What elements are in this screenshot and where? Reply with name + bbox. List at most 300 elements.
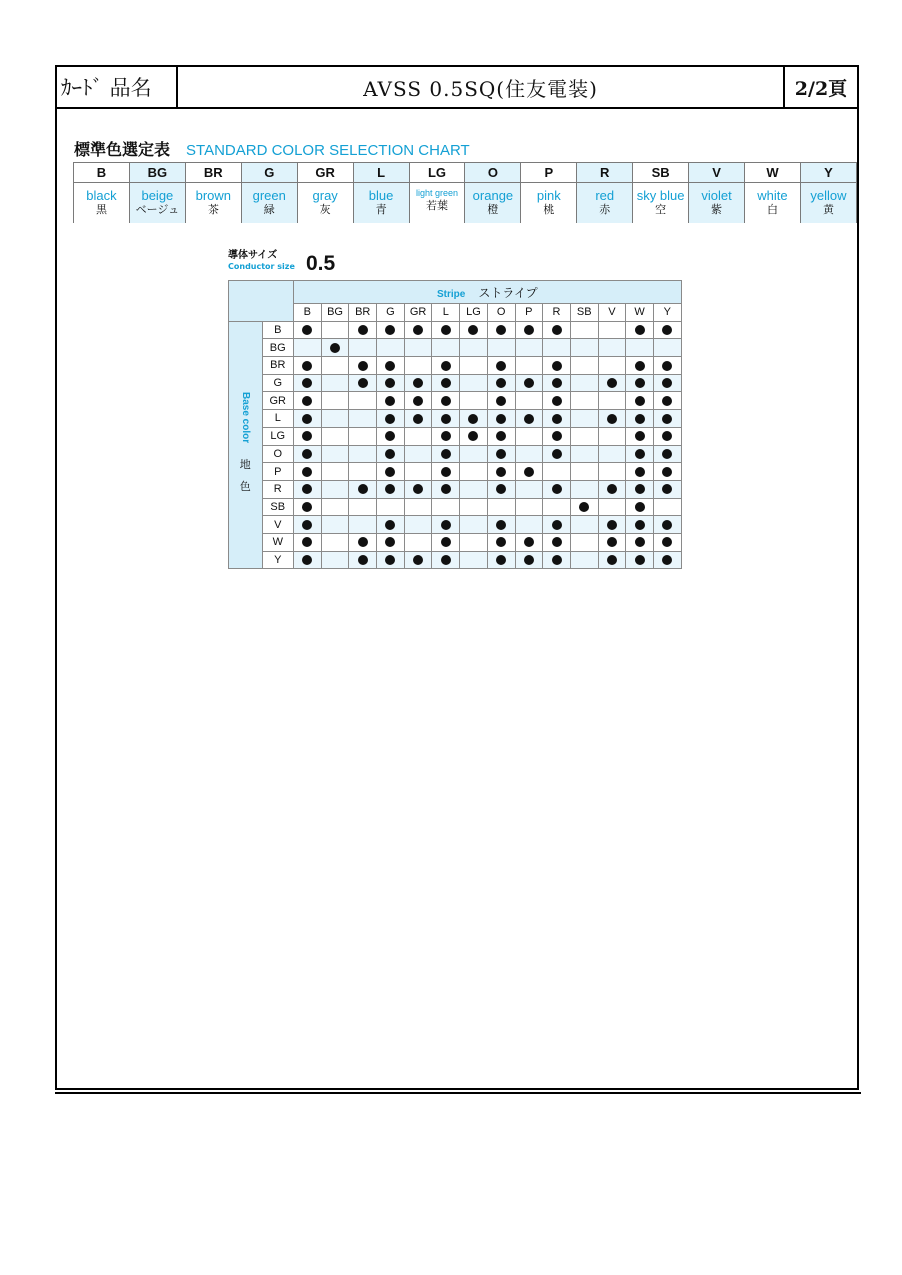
available-dot-icon — [552, 361, 562, 371]
legend-name-en: beige — [141, 188, 174, 203]
matrix-cell — [404, 357, 432, 375]
frame-bottom-line — [55, 1092, 861, 1094]
base-color-row-label: V — [262, 516, 293, 534]
matrix-cell — [543, 516, 571, 534]
available-dot-icon — [552, 414, 562, 424]
matrix-cell — [598, 498, 626, 516]
matrix-cell — [487, 410, 515, 428]
matrix-cell — [570, 410, 598, 428]
matrix-row — [229, 551, 682, 569]
available-dot-icon — [635, 325, 645, 335]
legend-code: SB — [633, 163, 689, 183]
available-dot-icon — [552, 396, 562, 406]
available-dot-icon — [385, 361, 395, 371]
matrix-cell — [543, 339, 571, 357]
available-dot-icon — [662, 484, 672, 494]
matrix-cell — [404, 445, 432, 463]
available-dot-icon — [496, 467, 506, 477]
matrix-cell — [570, 516, 598, 534]
product-name: AVSS 0.5SQ(住友電装) — [363, 76, 598, 101]
available-dot-icon — [441, 520, 451, 530]
base-label-jp: 地 色 — [239, 459, 251, 494]
matrix-cell — [294, 339, 322, 357]
legend-name-jp: 黒 — [95, 204, 107, 216]
matrix-cell — [377, 357, 405, 375]
base-color-row-label: BG — [262, 339, 293, 357]
available-dot-icon — [385, 449, 395, 459]
matrix-cell — [294, 321, 322, 339]
legend-name — [129, 183, 185, 224]
matrix-cell — [626, 427, 654, 445]
legend-name-jp: 黄 — [822, 204, 834, 216]
available-dot-icon — [496, 537, 506, 547]
matrix-cell — [515, 498, 543, 516]
available-dot-icon — [385, 520, 395, 530]
matrix-cell — [377, 321, 405, 339]
legend-name — [800, 183, 856, 224]
available-dot-icon — [385, 396, 395, 406]
matrix-cell — [432, 551, 460, 569]
matrix-cell — [460, 445, 488, 463]
legend-code: V — [689, 163, 745, 183]
stripe-column-header: BG — [321, 304, 349, 322]
matrix-cell — [432, 498, 460, 516]
matrix-cell — [543, 427, 571, 445]
matrix-cell — [543, 410, 571, 428]
matrix-cell — [294, 357, 322, 375]
available-dot-icon — [662, 520, 672, 530]
matrix-cell — [377, 480, 405, 498]
matrix-cell — [294, 498, 322, 516]
available-dot-icon — [662, 378, 672, 388]
available-dot-icon — [385, 414, 395, 424]
available-dot-icon — [496, 325, 506, 335]
matrix-cell — [543, 463, 571, 481]
available-dot-icon — [662, 414, 672, 424]
available-dot-icon — [662, 555, 672, 565]
chart-title-en: STANDARD COLOR SELECTION CHART — [186, 142, 470, 159]
available-dot-icon — [385, 325, 395, 335]
matrix-cell — [515, 551, 543, 569]
matrix-cell — [321, 533, 349, 551]
stripe-column-header: G — [377, 304, 405, 322]
matrix-cell — [653, 357, 681, 375]
matrix-cell — [626, 374, 654, 392]
matrix-cell — [404, 498, 432, 516]
matrix-cell — [653, 463, 681, 481]
available-dot-icon — [635, 555, 645, 565]
matrix-cell — [626, 410, 654, 428]
base-color-row-label: B — [262, 321, 293, 339]
stripe-label-en: Stripe — [436, 288, 466, 300]
available-dot-icon — [358, 555, 368, 565]
available-dot-icon — [441, 325, 451, 335]
matrix-cell — [321, 427, 349, 445]
matrix-cell — [321, 498, 349, 516]
matrix-cell — [626, 445, 654, 463]
legend-name-en: violet — [701, 188, 732, 203]
matrix-cell — [626, 339, 654, 357]
stripe-header — [294, 281, 682, 304]
available-dot-icon — [385, 431, 395, 441]
matrix-cell — [487, 463, 515, 481]
matrix-cell — [294, 551, 322, 569]
legend-name-en: pink — [536, 188, 561, 203]
matrix-cell — [377, 427, 405, 445]
legend-code: Y — [800, 163, 856, 183]
available-dot-icon — [385, 555, 395, 565]
matrix-cell — [515, 321, 543, 339]
available-dot-icon — [302, 325, 312, 335]
matrix-cell — [626, 533, 654, 551]
legend-name — [353, 183, 409, 224]
matrix-row — [229, 463, 682, 481]
stripe-column-header: W — [626, 304, 654, 322]
matrix-cell — [349, 551, 377, 569]
available-dot-icon — [413, 396, 423, 406]
chart-title — [74, 137, 470, 160]
matrix-cell — [432, 463, 460, 481]
matrix-cell — [349, 427, 377, 445]
available-dot-icon — [385, 537, 395, 547]
matrix-cell — [460, 339, 488, 357]
legend-name-jp: 空 — [655, 204, 667, 216]
matrix-cell — [626, 480, 654, 498]
matrix-cell — [321, 339, 349, 357]
matrix-cell — [515, 427, 543, 445]
legend-code: G — [241, 163, 297, 183]
available-dot-icon — [496, 431, 506, 441]
base-color-row-label: GR — [262, 392, 293, 410]
available-dot-icon — [662, 449, 672, 459]
stripe-column-header: V — [598, 304, 626, 322]
base-label-en: Base color — [239, 391, 251, 444]
available-dot-icon — [441, 396, 451, 406]
available-dot-icon — [524, 325, 534, 335]
matrix-cell — [487, 533, 515, 551]
matrix-cell — [321, 357, 349, 375]
matrix-cell — [460, 516, 488, 534]
matrix-cell — [515, 480, 543, 498]
matrix-cell — [349, 516, 377, 534]
matrix-row — [229, 392, 682, 410]
available-dot-icon — [662, 431, 672, 441]
stripe-column-header: LG — [460, 304, 488, 322]
matrix-cell — [653, 392, 681, 410]
matrix-cell — [626, 551, 654, 569]
legend-name — [74, 183, 130, 224]
matrix-cell — [515, 374, 543, 392]
matrix-cell — [570, 445, 598, 463]
base-color-row-label: P — [262, 463, 293, 481]
matrix-cell — [321, 392, 349, 410]
legend-name — [521, 183, 577, 224]
available-dot-icon — [552, 537, 562, 547]
matrix-cell — [460, 533, 488, 551]
legend-name — [409, 183, 465, 224]
available-dot-icon — [441, 484, 451, 494]
available-dot-icon — [441, 555, 451, 565]
matrix-cell — [543, 321, 571, 339]
matrix-cell — [432, 445, 460, 463]
available-dot-icon — [302, 520, 312, 530]
page-number: 2/2頁 — [783, 67, 857, 107]
available-dot-icon — [441, 378, 451, 388]
matrix-cell — [653, 321, 681, 339]
matrix-cell — [653, 498, 681, 516]
matrix-cell — [321, 445, 349, 463]
matrix-cell — [570, 357, 598, 375]
available-dot-icon — [552, 325, 562, 335]
available-dot-icon — [662, 537, 672, 547]
stripe-column-header: B — [294, 304, 322, 322]
available-dot-icon — [607, 378, 617, 388]
matrix-cell — [515, 463, 543, 481]
available-dot-icon — [302, 361, 312, 371]
legend-name — [689, 183, 745, 224]
available-dot-icon — [302, 502, 312, 512]
matrix-cell — [543, 392, 571, 410]
legend-name-jp: 赤 — [599, 204, 611, 216]
matrix-cell — [570, 551, 598, 569]
matrix-cell — [515, 357, 543, 375]
available-dot-icon — [496, 414, 506, 424]
stripe-column-header: Y — [653, 304, 681, 322]
stripe-column-header: L — [432, 304, 460, 322]
available-dot-icon — [358, 378, 368, 388]
matrix-cell — [377, 551, 405, 569]
matrix-cell — [626, 463, 654, 481]
matrix-cell — [377, 392, 405, 410]
matrix-cell — [487, 339, 515, 357]
available-dot-icon — [607, 537, 617, 547]
legend-name-jp: 桃 — [543, 204, 555, 216]
available-dot-icon — [496, 484, 506, 494]
base-color-row-label: O — [262, 445, 293, 463]
matrix-cell — [460, 410, 488, 428]
matrix-cell — [294, 445, 322, 463]
available-dot-icon — [302, 449, 312, 459]
available-dot-icon — [635, 537, 645, 547]
available-dot-icon — [358, 537, 368, 547]
matrix-cell — [487, 427, 515, 445]
matrix-cell — [515, 392, 543, 410]
base-color-label — [229, 321, 263, 569]
legend-name — [297, 183, 353, 224]
available-dot-icon — [302, 555, 312, 565]
matrix-cell — [626, 321, 654, 339]
base-color-row-label: SB — [262, 498, 293, 516]
available-dot-icon — [413, 378, 423, 388]
available-dot-icon — [607, 414, 617, 424]
legend-name-en: red — [595, 188, 615, 203]
matrix-cell — [598, 533, 626, 551]
legend-code: L — [353, 163, 409, 183]
available-dot-icon — [468, 414, 478, 424]
available-dot-icon — [413, 484, 423, 494]
matrix-cell — [460, 480, 488, 498]
matrix-cell — [404, 463, 432, 481]
legend-name-jp: 茶 — [207, 204, 219, 216]
matrix-cell — [626, 357, 654, 375]
matrix-cell — [377, 516, 405, 534]
available-dot-icon — [302, 467, 312, 477]
available-dot-icon — [496, 361, 506, 371]
available-dot-icon — [635, 396, 645, 406]
matrix-cell — [377, 339, 405, 357]
matrix-cell — [294, 533, 322, 551]
matrix-cell — [349, 463, 377, 481]
matrix-cell — [432, 339, 460, 357]
legend-name-jp: 灰 — [319, 204, 331, 216]
matrix-cell — [377, 410, 405, 428]
matrix-cell — [543, 374, 571, 392]
matrix-cell — [294, 516, 322, 534]
legend-name — [465, 183, 521, 224]
available-dot-icon — [552, 378, 562, 388]
legend-code: R — [577, 163, 633, 183]
base-color-row-label: L — [262, 410, 293, 428]
matrix-cell — [598, 463, 626, 481]
stripe-column-header: SB — [570, 304, 598, 322]
available-dot-icon — [330, 343, 340, 353]
available-dot-icon — [552, 555, 562, 565]
matrix-cell — [349, 357, 377, 375]
matrix-cell — [598, 339, 626, 357]
matrix-cell — [432, 427, 460, 445]
available-dot-icon — [662, 325, 672, 335]
legend-name-en: brown — [195, 188, 232, 203]
matrix-cell — [653, 339, 681, 357]
matrix-cell — [487, 480, 515, 498]
matrix-cell — [349, 392, 377, 410]
matrix-cell — [653, 427, 681, 445]
matrix-cell — [349, 339, 377, 357]
available-dot-icon — [635, 378, 645, 388]
matrix-cell — [432, 392, 460, 410]
matrix-row — [229, 498, 682, 516]
matrix-cell — [349, 498, 377, 516]
matrix-cell — [626, 392, 654, 410]
legend-name-en: black — [86, 188, 117, 203]
legend-name — [745, 183, 801, 224]
legend-name-jp: 緑 — [263, 204, 275, 216]
matrix-cell — [432, 480, 460, 498]
legend-name — [577, 183, 633, 224]
matrix-cell — [515, 410, 543, 428]
matrix-cell — [432, 410, 460, 428]
legend-name-en: blue — [368, 188, 394, 203]
matrix-cell — [404, 551, 432, 569]
available-dot-icon — [302, 431, 312, 441]
matrix-cell — [515, 533, 543, 551]
matrix-cell — [598, 374, 626, 392]
matrix-cell — [487, 551, 515, 569]
matrix-cell — [653, 480, 681, 498]
available-dot-icon — [496, 449, 506, 459]
available-dot-icon — [441, 361, 451, 371]
matrix-cell — [626, 516, 654, 534]
available-dot-icon — [607, 484, 617, 494]
matrix-cell — [570, 533, 598, 551]
available-dot-icon — [385, 467, 395, 477]
available-dot-icon — [496, 555, 506, 565]
matrix-row — [229, 339, 682, 357]
available-dot-icon — [552, 484, 562, 494]
matrix-cell — [570, 339, 598, 357]
matrix-cell — [294, 410, 322, 428]
matrix-cell — [321, 321, 349, 339]
available-dot-icon — [441, 431, 451, 441]
legend-code: BG — [129, 163, 185, 183]
base-color-row-label: Y — [262, 551, 293, 569]
matrix-cell — [515, 516, 543, 534]
matrix-cell — [653, 445, 681, 463]
matrix-cell — [653, 533, 681, 551]
matrix-cell — [294, 374, 322, 392]
stripe-column-header: R — [543, 304, 571, 322]
matrix-cell — [404, 392, 432, 410]
legend-name — [241, 183, 297, 224]
matrix-cell — [460, 321, 488, 339]
matrix-row — [229, 374, 682, 392]
matrix-cell — [598, 392, 626, 410]
card-frame — [55, 65, 859, 1090]
matrix-cell — [321, 551, 349, 569]
conductor-size — [228, 250, 336, 275]
chart-title-jp: 標準色選定表 — [74, 140, 171, 159]
matrix-cell — [460, 392, 488, 410]
matrix-cell — [460, 551, 488, 569]
available-dot-icon — [635, 502, 645, 512]
legend-name-jp: 白 — [766, 204, 778, 216]
matrix-cell — [598, 516, 626, 534]
matrix-cell — [349, 533, 377, 551]
available-dot-icon — [552, 431, 562, 441]
matrix-cell — [626, 498, 654, 516]
matrix-cell — [570, 321, 598, 339]
legend-code: O — [465, 163, 521, 183]
matrix-cell — [543, 498, 571, 516]
matrix-cell — [321, 463, 349, 481]
matrix-cell — [404, 427, 432, 445]
matrix-cell — [543, 357, 571, 375]
matrix-cell — [653, 551, 681, 569]
available-dot-icon — [441, 449, 451, 459]
legend-code: BR — [185, 163, 241, 183]
matrix-cell — [404, 339, 432, 357]
matrix-cell — [598, 551, 626, 569]
available-dot-icon — [662, 361, 672, 371]
matrix-row — [229, 410, 682, 428]
matrix-cell — [460, 427, 488, 445]
legend-name-jp: 若葉 — [425, 200, 448, 212]
available-dot-icon — [635, 431, 645, 441]
matrix-cell — [487, 516, 515, 534]
legend-name-en: orange — [472, 188, 514, 203]
matrix-cell — [460, 463, 488, 481]
matrix-cell — [432, 533, 460, 551]
matrix-cell — [404, 480, 432, 498]
matrix-cell — [349, 374, 377, 392]
color-matrix-table — [228, 280, 682, 569]
base-color-row-label: BR — [262, 357, 293, 375]
matrix-cell — [321, 374, 349, 392]
matrix-row — [229, 533, 682, 551]
matrix-cell — [460, 498, 488, 516]
matrix-cell — [460, 374, 488, 392]
conductor-size-label-en: Conductor size — [228, 262, 295, 271]
